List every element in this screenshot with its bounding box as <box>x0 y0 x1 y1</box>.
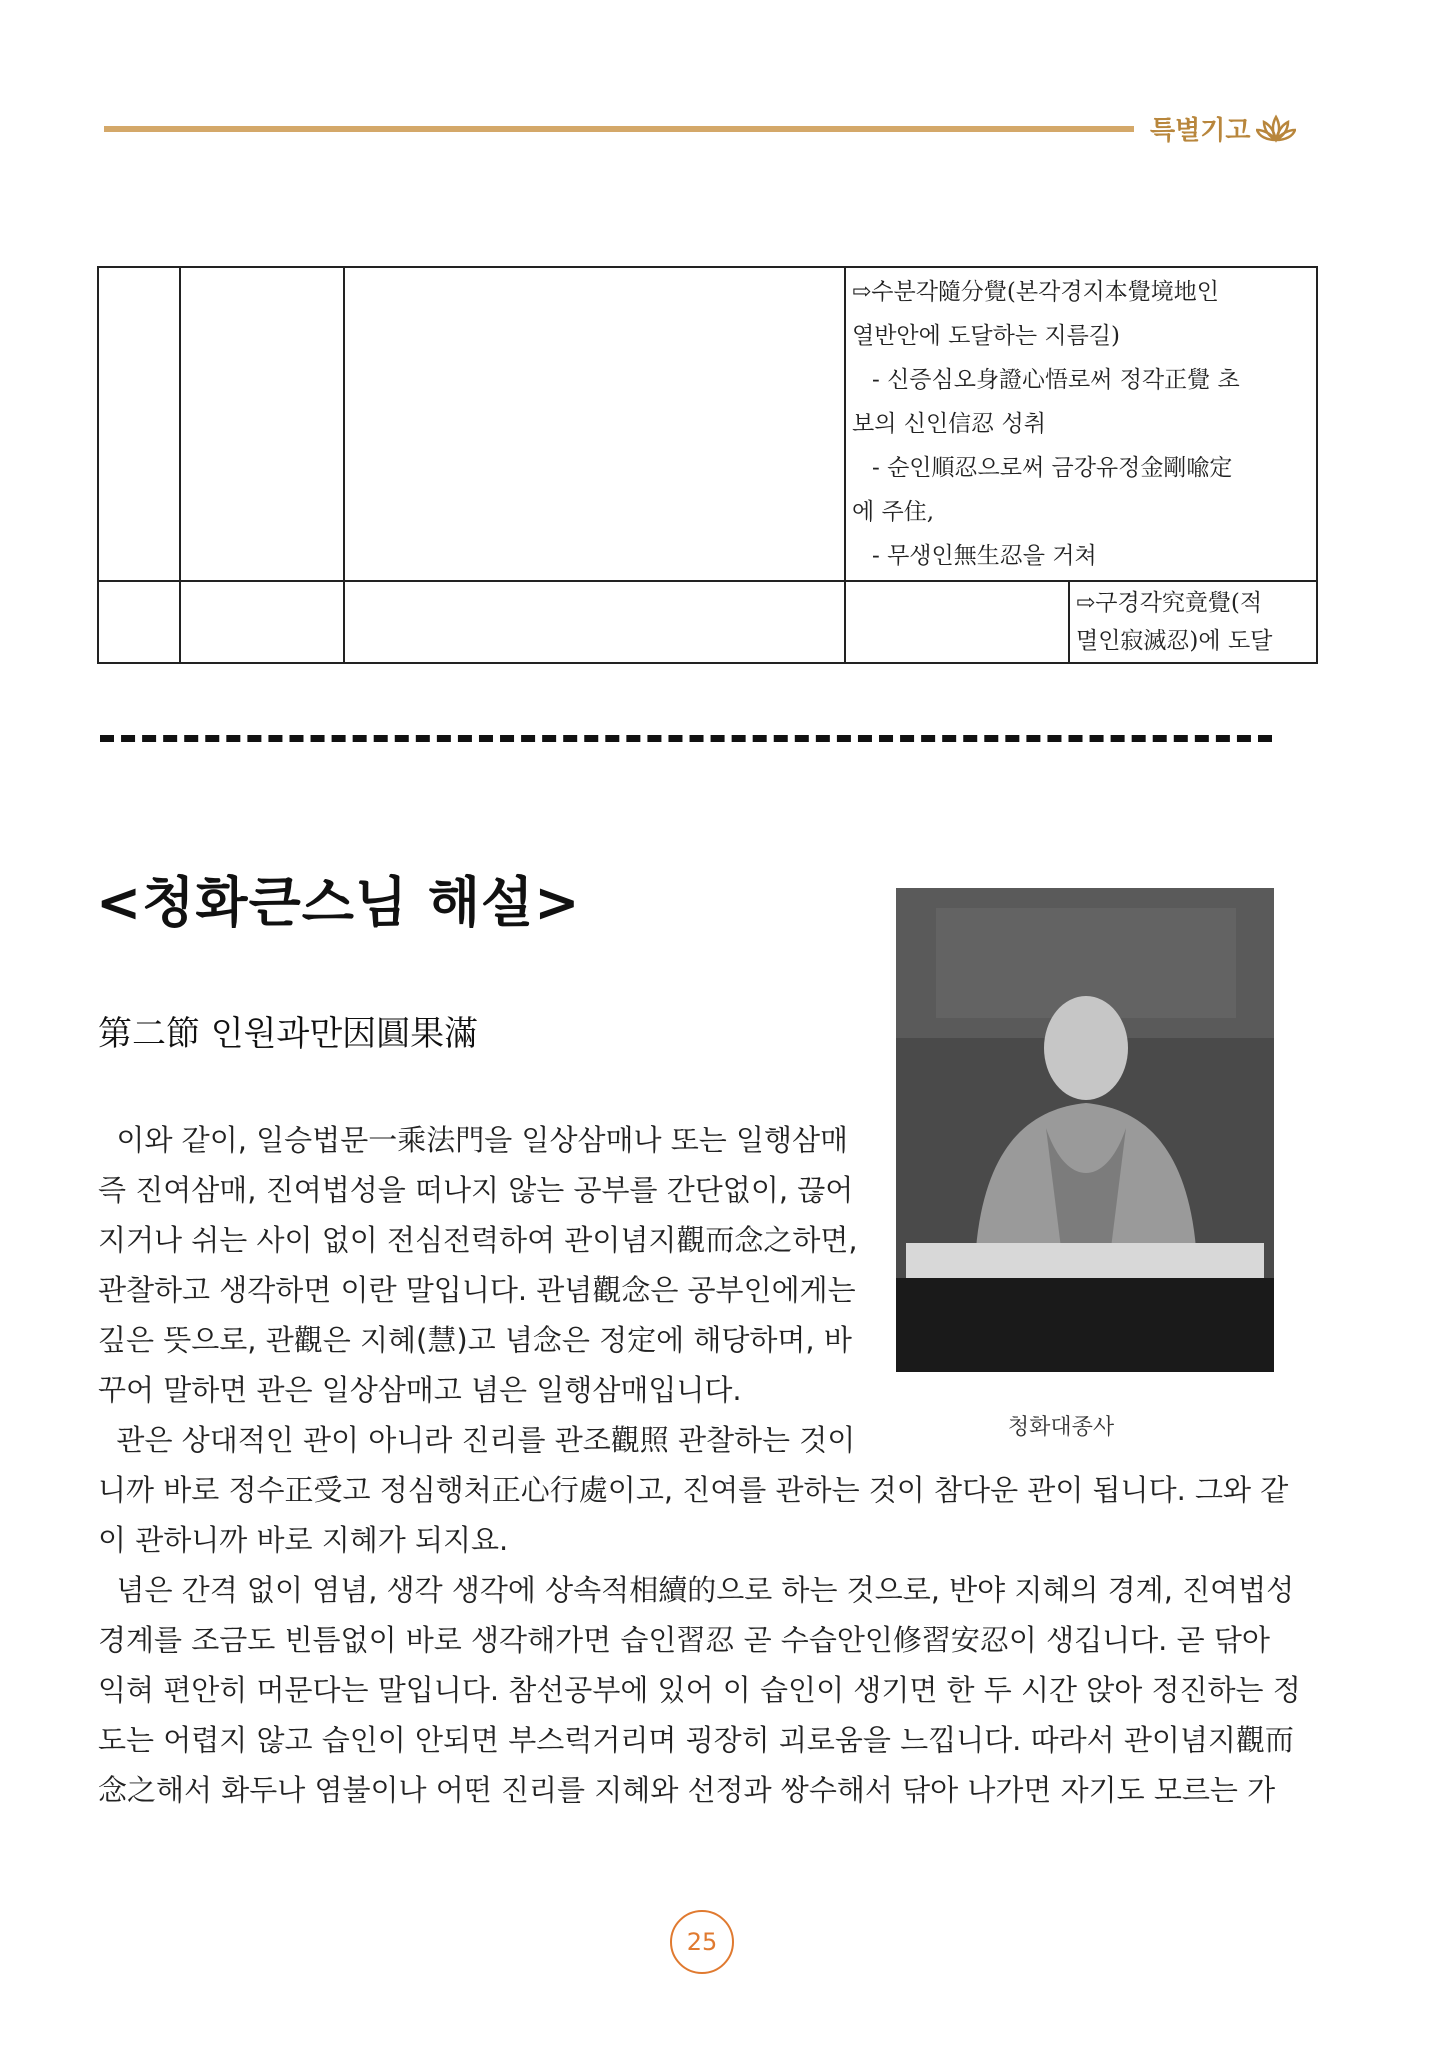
page-number: 25 <box>670 1910 734 1974</box>
table-cell <box>180 581 344 663</box>
text-line: 경계를 조금도 빈틈없이 바로 생각해가면 습인習忍 곧 수습안인修習安忍이 생깁니다. 곧 닦아 <box>98 1623 1270 1657</box>
table-cell <box>98 581 180 663</box>
header-rule <box>104 126 1134 132</box>
text-line: 익혀 편안히 머문다는 말입니다. 참선공부에 있어 이 습인이 생기면 한 두 시간 앉아 정진하는 정 <box>98 1673 1301 1707</box>
table-row <box>98 581 1317 663</box>
table-text-line: 멸인寂滅忍)에 도달 <box>1076 628 1273 654</box>
sunbun-gak-text <box>846 268 1316 580</box>
table-text-line: 열반안에 도달하는 지름길) <box>852 323 1120 349</box>
table-text-line: ⇨수분각隨分覺(본각경지本覺境地인 <box>852 279 1219 305</box>
section-divider <box>100 735 1272 742</box>
table-row <box>98 267 1317 581</box>
table-empty-subcell <box>846 582 1070 662</box>
text-line: 즉 진여삼매, 진여법성을 떠나지 않는 공부를 간단없이, 끊어 <box>98 1173 854 1207</box>
text-line: 지거나 쉬는 사이 없이 전심전력하여 관이념지觀而念之하면, <box>98 1223 858 1257</box>
table-text-line: - 신증심오身證心悟로써 정각正覺 초 <box>872 367 1240 393</box>
text-line: 이와 같이, 일승법문一乘法門을 일상삼매나 또는 일행삼매 <box>98 1123 849 1157</box>
table-text-line: ⇨구경각究竟覺(적 <box>1076 590 1263 616</box>
text-line: 꾸어 말하면 관은 일상삼매고 념은 일행삼매입니다. <box>98 1373 742 1407</box>
table-cell <box>845 581 1317 663</box>
header-section-label <box>1150 110 1296 147</box>
text-line: 깊은 뜻으로, 관觀은 지혜(慧)고 념念은 정定에 해당하며, 바 <box>98 1323 852 1357</box>
table-text-line: - 순인順忍으로써 금강유정金剛喩定 <box>872 455 1233 481</box>
text-line: 니까 바로 정수正受고 정심행처正心行處이고, 진여를 관하는 것이 참다운 관이 됩니다. 그와 같 <box>98 1473 1289 1507</box>
chapter-heading: 第二節 인원과만因圓果滿 <box>98 1014 479 1054</box>
text-line: 관은 상대적인 관이 아니라 진리를 관조觀照 관찰하는 것이 <box>98 1423 856 1457</box>
photo-caption: 청화대종사 <box>1007 1415 1115 1440</box>
text-line: 도는 어렵지 않고 습인이 안되면 부스럭거리며 굉장히 괴로움을 느낍니다. 따라서 관이념지觀而 <box>98 1723 1294 1757</box>
table-cell <box>344 267 845 581</box>
table-text-line: - 무생인無生忍을 거쳐 <box>872 543 1097 569</box>
gugyeong-gak-text <box>1070 582 1316 662</box>
lotus-icon <box>1256 114 1296 144</box>
practice-chart-table <box>97 266 1318 664</box>
section-label-text: 특별기고 <box>1150 116 1251 146</box>
table-text-line: 에 주住, <box>852 499 935 525</box>
text-line: 념은 간격 없이 염념, 생각 생각에 상속적相續的으로 하는 것으로, 반야 지혜의 경계, 진여법성 <box>98 1573 1295 1607</box>
table-cell <box>98 267 180 581</box>
section-title: <청화큰스님 해설> <box>96 871 581 934</box>
text-line: 念之해서 화두나 염불이나 어떤 진리를 지혜와 선정과 쌍수해서 닦아 나가면 자기도 모르는 가 <box>98 1773 1276 1807</box>
table-cell <box>344 581 845 663</box>
text-line: 이 관하니까 바로 지혜가 되지요. <box>98 1523 509 1557</box>
commentary-paragraphs <box>98 1115 1301 1815</box>
table-text-line: 보의 신인信忍 성취 <box>852 411 1046 437</box>
table-cell <box>845 267 1317 581</box>
table-cell <box>180 267 344 581</box>
text-line: 관찰하고 생각하면 이란 말입니다. 관념觀念은 공부인에게는 <box>98 1273 856 1307</box>
